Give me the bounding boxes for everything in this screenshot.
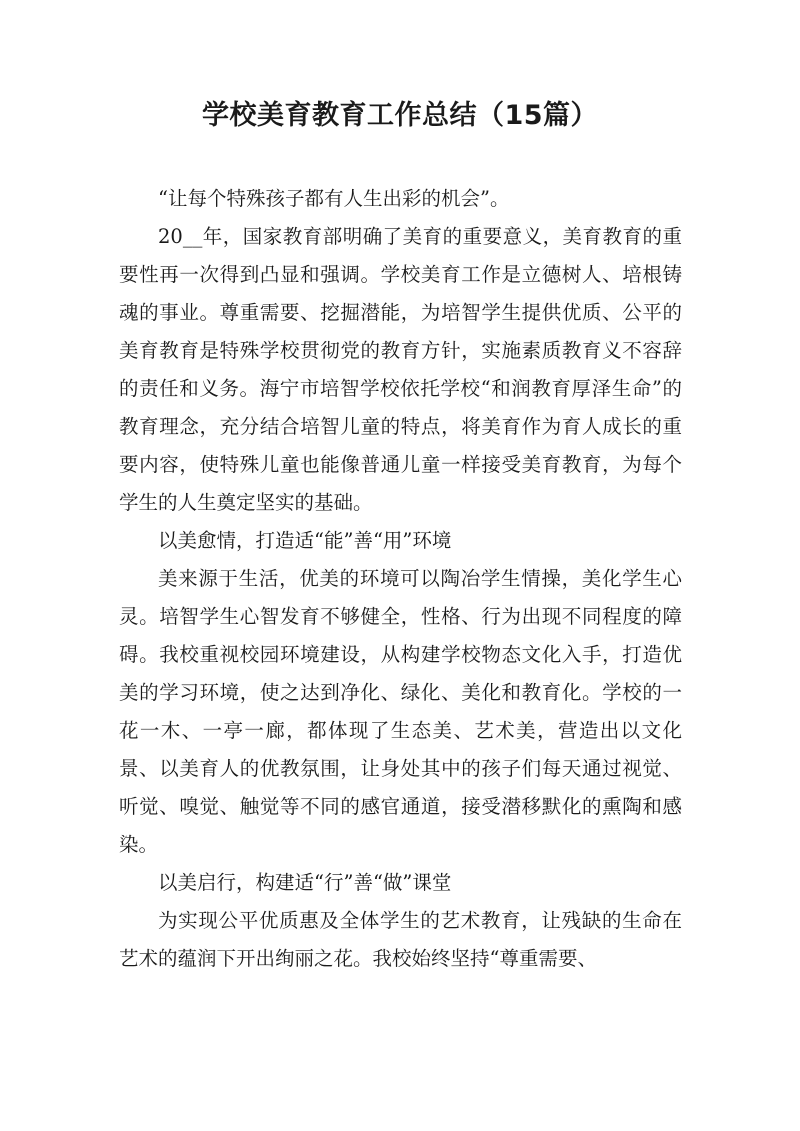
paragraph-quote: “让每个特殊孩子都有人生出彩的机会”。 (158, 187, 510, 210)
paragraph-classroom: 为实现公平优质惠及全体学生的艺术教育，让残缺的生命在艺术的蕴润下开出绚丽之花。我校始终坚持“尊重需要、 (119, 909, 682, 970)
paragraph-environment: 美来源于生活，优美的环境可以陶冶学生情操，美化学生心灵。培智学生心智发育不够健全，性格、行为出现不同程度的障碍。我校重视校园环境建设，从构建学校物态文化入手，打造优美的学习环境，使之达到净化、绿化、美化和教育化。学校的一花一木、一亭一廊，都体现了生态美、艺术美，营造出以文化景、以美育人的优教氛围，让身处其中的孩子们每天通过视觉、听觉、嗅觉、触觉等不同的感官通道，接受潜移默化的熏陶和感染。 (119, 567, 682, 856)
section-heading-classroom: 以美启行，构建适“行”善“做”课堂 (158, 871, 452, 894)
paragraph-intro: 20__年，国家教育部明确了美育的重要意义，美育教育的重要性再一次得到凸显和强调。学校美育工作是立德树人、培根铸魂的事业。尊重需要、挖掘潜能，为培智学生提供优质、公平的美育教育是特殊学校贯彻党的教育方针，实施素质教育义不容辞的责任和义务。海宁市培智学校依托学校“和润教育厚泽生命”的教育理念，充分结合培智儿童的特点，将美育作为育人成长的重要内容，使特殊儿童也能像普通儿童一样接受美育教育，为每个学生的人生奠定坚实的基础。 (119, 225, 682, 514)
section-heading-environment: 以美愈情，打造适“能”善“用”环境 (158, 529, 452, 552)
document-body (119, 180, 682, 978)
document-title: 学校美育教育工作总结（15篇） (201, 100, 599, 131)
